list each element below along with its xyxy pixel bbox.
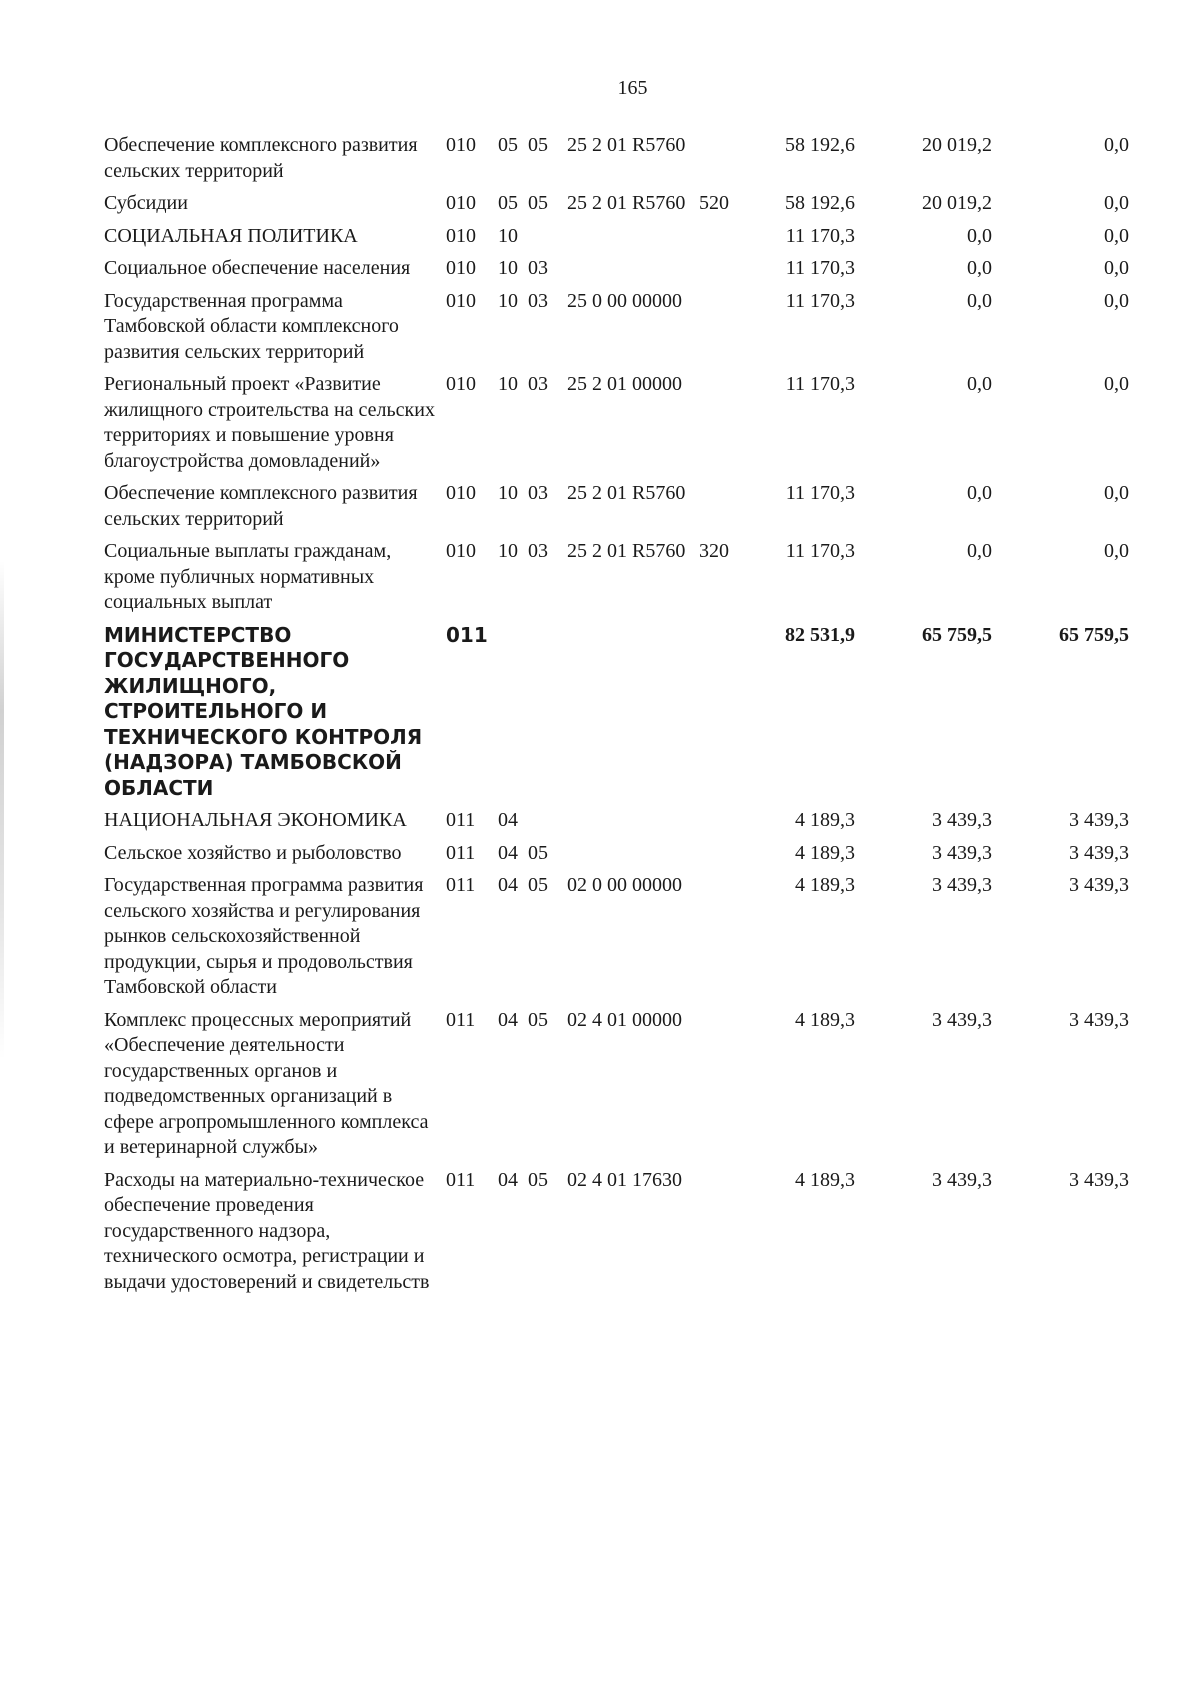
admin-code: 011: [446, 874, 476, 896]
section-code: 10: [498, 540, 518, 562]
table-row: [104, 289, 1170, 373]
admin-code: 010: [446, 192, 476, 214]
amount-col-2: 0,0: [967, 373, 992, 395]
target-article-code: 02 4 01 00000: [567, 1008, 682, 1031]
subsection-code: 03: [528, 373, 548, 395]
amount-col-2: 3 439,3: [932, 1168, 992, 1191]
amount-col-3: 0,0: [1104, 224, 1129, 247]
amount-col-3: 3 439,3: [1069, 841, 1129, 864]
section-code: 05: [498, 134, 518, 156]
amount-col-2: 0,0: [967, 224, 992, 247]
section-code: 04: [498, 1008, 518, 1031]
target-article-code: 25 2 01 R5760: [567, 134, 686, 156]
admin-code: 011: [446, 809, 476, 831]
subsection-code: 03: [528, 289, 548, 312]
subsection-code: 03: [528, 482, 548, 504]
amount-col-2: 3 439,3: [932, 809, 992, 831]
table-row: [104, 623, 1170, 809]
amount-col-3: 0,0: [1104, 373, 1129, 395]
section-code: 04: [498, 809, 518, 831]
section-code: 10: [498, 224, 518, 247]
amount-col-2: 65 759,5: [922, 623, 992, 646]
admin-code: 011: [446, 1008, 476, 1031]
amount-col-1: 82 531,9: [785, 623, 855, 646]
table-row: [104, 224, 1170, 257]
row-name: Субсидии: [104, 192, 188, 214]
table-row: [104, 1008, 1170, 1168]
subsection-code: 05: [528, 192, 548, 214]
admin-code: 011: [446, 622, 488, 647]
amount-col-3: 3 439,3: [1069, 1168, 1129, 1191]
amount-col-1: 58 192,6: [785, 192, 855, 214]
table-row: [104, 1168, 1170, 1303]
section-code: 10: [498, 257, 518, 279]
amount-col-2: 3 439,3: [932, 841, 992, 864]
section-code: 04: [498, 841, 518, 864]
subsection-code: 05: [528, 841, 548, 864]
amount-col-1: 11 170,3: [785, 289, 855, 312]
amount-col-2: 0,0: [967, 540, 992, 562]
target-article-code: 25 2 01 00000: [567, 373, 682, 395]
row-name: Государственная программа Тамбовской области комплексного развития сельских территорий: [104, 289, 399, 363]
amount-col-1: 4 189,3: [795, 874, 855, 896]
section-code: 10: [498, 289, 518, 312]
row-name: НАЦИОНАЛЬНАЯ ЭКОНОМИКА: [104, 809, 407, 831]
row-name: Сельское хозяйство и рыболовство: [104, 841, 402, 864]
amount-col-3: 0,0: [1104, 134, 1129, 156]
amount-col-2: 3 439,3: [932, 874, 992, 896]
target-article-code: 25 0 00 00000: [567, 289, 682, 312]
amount-col-2: 20 019,2: [922, 134, 992, 156]
amount-col-1: 58 192,6: [785, 134, 855, 156]
table-row: [104, 539, 1170, 623]
amount-col-1: 4 189,3: [795, 841, 855, 864]
table-row: [104, 808, 1170, 841]
table-row: [104, 873, 1170, 1008]
row-name: Комплекс процессных мероприятий «Обеспечение деятельности государственных органов и подведомственных организаций в сфере агропромышленного комплекса и ветеринарной службы»: [104, 1008, 429, 1158]
row-name: Социальные выплаты гражданам, кроме публичных нормативных социальных выплат: [104, 540, 392, 613]
admin-code: 010: [446, 289, 476, 312]
admin-code: 010: [446, 540, 476, 562]
budget-table: [104, 133, 1170, 1302]
table-row: [104, 191, 1170, 224]
subsection-code: 05: [528, 134, 548, 156]
amount-col-3: 0,0: [1104, 540, 1129, 562]
section-code: 10: [498, 373, 518, 395]
section-code: 05: [498, 192, 518, 214]
amount-col-3: 3 439,3: [1069, 809, 1129, 831]
admin-code: 011: [446, 841, 476, 864]
target-article-code: 02 0 00 00000: [567, 874, 682, 896]
amount-col-3: 0,0: [1104, 482, 1129, 504]
subsection-code: 05: [528, 874, 548, 896]
subsection-code: 05: [528, 1008, 548, 1031]
amount-col-3: 0,0: [1104, 289, 1129, 312]
row-name: Расходы на материально-техническое обеспечение проведения государственного надзора, технического осмотра, регистрации и выдачи удостоверений и свидетельств: [104, 1168, 430, 1293]
amount-col-3: 3 439,3: [1069, 1008, 1129, 1031]
page-number: 165: [617, 77, 648, 99]
admin-code: 010: [446, 373, 476, 395]
amount-col-2: 3 439,3: [932, 1008, 992, 1031]
amount-col-3: 0,0: [1104, 257, 1129, 279]
amount-col-2: 0,0: [967, 482, 992, 504]
subsection-code: 05: [528, 1168, 548, 1191]
amount-col-1: 11 170,3: [785, 224, 855, 247]
admin-code: 010: [446, 482, 476, 504]
target-article-code: 25 2 01 R5760: [567, 482, 686, 504]
admin-code: 010: [446, 134, 476, 156]
table-row: [104, 256, 1170, 289]
row-name: Обеспечение комплексного развития сельских территорий: [104, 134, 418, 182]
admin-code: 011: [446, 1168, 476, 1191]
amount-col-3: 65 759,5: [1059, 623, 1129, 646]
table-row: [104, 481, 1170, 539]
amount-col-1: 4 189,3: [795, 809, 855, 831]
target-article-code: 25 2 01 R5760: [567, 192, 686, 214]
row-name: Региональный проект «Развитие жилищного строительства на сельских территориях и повышение уровня благоустройства домовладений»: [104, 373, 435, 472]
table-row: [104, 133, 1170, 191]
amount-col-1: 4 189,3: [795, 1008, 855, 1031]
table-row: [104, 372, 1170, 481]
expense-type-code: 320: [699, 540, 729, 562]
subsection-code: 03: [528, 540, 548, 562]
target-article-code: 02 4 01 17630: [567, 1168, 682, 1191]
scan-edge-shadow: [0, 560, 4, 1060]
amount-col-1: 11 170,3: [785, 482, 855, 504]
amount-col-2: 0,0: [967, 289, 992, 312]
amount-col-1: 11 170,3: [785, 257, 855, 279]
table-row: [104, 841, 1170, 874]
row-name: СОЦИАЛЬНАЯ ПОЛИТИКА: [104, 224, 358, 247]
amount-col-3: 3 439,3: [1069, 874, 1129, 896]
amount-col-2: 20 019,2: [922, 192, 992, 214]
amount-col-3: 0,0: [1104, 192, 1129, 214]
section-code: 04: [498, 1168, 518, 1191]
row-name: МИНИСТЕРСТВО ГОСУДАРСТВЕННОГО ЖИЛИЩНОГО, СТРОИТЕЛЬНОГО И ТЕХНИЧЕСКОГО КОНТРОЛЯ (НАДЗОРА) ТАМБОВСКОЙ ОБЛАСТИ: [104, 622, 423, 800]
expense-type-code: 520: [699, 192, 729, 214]
amount-col-2: 0,0: [967, 257, 992, 279]
section-code: 10: [498, 482, 518, 504]
admin-code: 010: [446, 257, 476, 279]
amount-col-1: 11 170,3: [785, 373, 855, 395]
target-article-code: 25 2 01 R5760: [567, 540, 686, 562]
admin-code: 010: [446, 224, 476, 247]
subsection-code: 03: [528, 257, 548, 279]
section-code: 04: [498, 874, 518, 896]
row-name: Государственная программа развития сельского хозяйства и регулирования рынков сельскохозяйственной продукции, сырья и продовольствия Тамбовской области: [104, 874, 424, 998]
row-name: Обеспечение комплексного развития сельских территорий: [104, 482, 418, 530]
amount-col-1: 11 170,3: [785, 540, 855, 562]
amount-col-1: 4 189,3: [795, 1168, 855, 1191]
row-name: Социальное обеспечение населения: [104, 257, 411, 279]
